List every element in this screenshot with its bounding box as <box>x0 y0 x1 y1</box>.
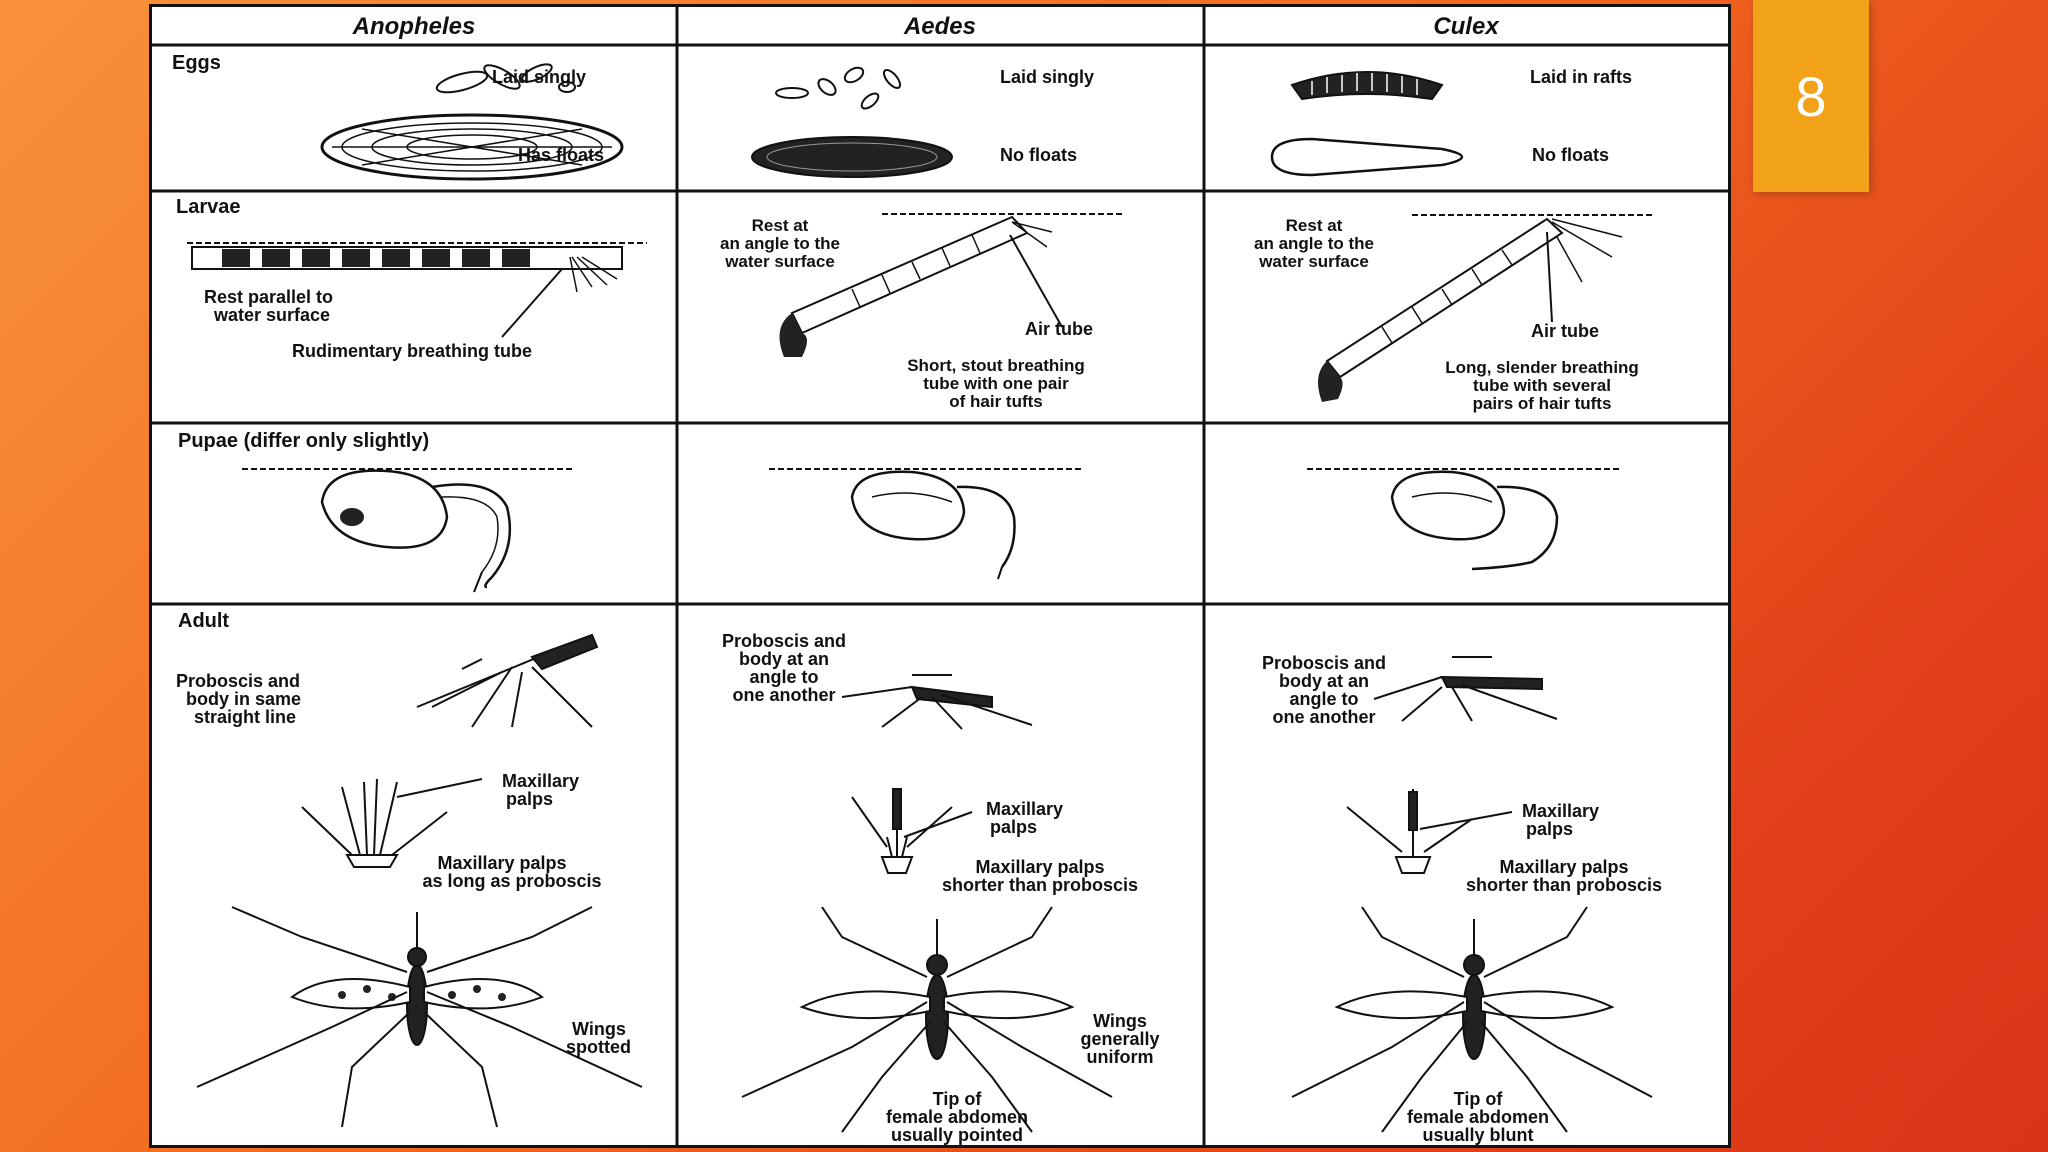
aedes-eggs-floats-label: No floats <box>1000 145 1078 165</box>
culex-posture-line3: angle to <box>1289 689 1359 709</box>
culex-palps-label-line2: palps <box>1526 819 1574 839</box>
anopheles-wings-line1: Wings <box>572 1019 626 1039</box>
aedes-tip-line1: Tip of <box>932 1089 982 1109</box>
anopheles-palps-label-line1: Maxillary <box>502 771 580 791</box>
anopheles-palps-label-line2: palps <box>506 789 554 809</box>
aedes-larvae-tube-line3: of hair tufts <box>949 392 1043 411</box>
aedes-posture-line4: one another <box>732 685 836 705</box>
anopheles-posture-line3: straight line <box>194 707 297 727</box>
anopheles-pupa-illustration <box>242 469 572 592</box>
comparison-diagram <box>152 7 1728 1145</box>
aedes-palps-label-line1: Maxillary <box>986 799 1064 819</box>
culex-palps-label-line1: Maxillary <box>1522 801 1600 821</box>
aedes-larvae-airtube-label: Air tube <box>1025 319 1094 339</box>
aedes-wings-line3: uniform <box>1086 1047 1154 1067</box>
aedes-posture-line2: body at an <box>738 649 830 669</box>
anopheles-posture-line2: body in same <box>186 689 302 709</box>
aedes-pupa-illustration <box>769 469 1082 579</box>
aedes-posture-line3: angle to <box>749 667 819 687</box>
culex-posture-line2: body at an <box>1278 671 1370 691</box>
row-label-pupae: Pupae (differ only slightly) <box>178 430 430 452</box>
culex-palps-note-line1: Maxillary palps <box>1499 857 1629 877</box>
culex-eggs-floats-label: No floats <box>1532 145 1610 165</box>
anopheles-posture-line1: Proboscis and <box>176 671 301 691</box>
culex-eggs-laid-label: Laid in rafts <box>1530 67 1633 87</box>
aedes-larvae-tube-line2: tube with one pair <box>923 374 1069 393</box>
culex-larvae-tube-line2: tube with several <box>1473 376 1611 395</box>
aedes-posture-line1: Proboscis and <box>721 631 847 651</box>
aedes-palps-note-line1: Maxillary palps <box>975 857 1105 877</box>
aedes-larvae-rest-line2: an angle to the <box>720 234 840 253</box>
culex-tip-line1: Tip of <box>1453 1089 1503 1109</box>
culex-palps-note-line2: shorter than proboscis <box>1465 875 1663 895</box>
slide-number-badge <box>1753 0 1869 192</box>
row-label-adult: Adult <box>178 610 230 632</box>
culex-egg-illustration <box>1272 139 1462 175</box>
header-aedes: Aedes <box>903 13 977 40</box>
aedes-palps-label-line2: palps <box>990 817 1038 837</box>
aedes-wings-line1: Wings <box>1093 1011 1147 1031</box>
aedes-adult-mosquito-illustration <box>742 907 1112 1132</box>
slide-number: 8 <box>1795 64 1827 128</box>
row-label-eggs: Eggs <box>172 52 221 74</box>
culex-tip-line3: usually blunt <box>1422 1125 1534 1145</box>
culex-head-palps-illustration <box>1347 789 1512 873</box>
culex-pupa-illustration <box>1307 469 1622 569</box>
culex-larvae-tube-line1: Long, slender breathing <box>1445 358 1639 377</box>
row-label-larvae: Larvae <box>176 196 241 218</box>
anopheles-eggs-laid-label: Laid singly <box>492 67 587 87</box>
aedes-larvae-rest-line1: Rest at <box>751 216 809 235</box>
culex-larvae-rest-line2: an angle to the <box>1254 234 1374 253</box>
header-anopheles: Anopheles <box>352 13 476 40</box>
culex-larvae-rest-line1: Rest at <box>1285 216 1343 235</box>
aedes-larvae-rest-line3: water surface <box>725 252 835 271</box>
culex-posture-line4: one another <box>1272 707 1376 727</box>
aedes-larvae-tube-line1: Short, stout breathing <box>907 356 1085 375</box>
culex-larvae-tube-line3: pairs of hair tufts <box>1472 394 1612 413</box>
culex-tip-line2: female abdomen <box>1406 1107 1550 1127</box>
aedes-wings-line2: generally <box>1080 1029 1160 1049</box>
culex-larvae-rest-line3: water surface <box>1259 252 1369 271</box>
culex-egg-raft-illustration <box>1292 72 1442 99</box>
anopheles-larvae-tube-label: Rudimentary breathing tube <box>292 341 533 361</box>
culex-larvae-airtube-label: Air tube <box>1531 321 1600 341</box>
anopheles-palps-note-line2: as long as proboscis <box>422 871 602 891</box>
anopheles-adult-mosquito-illustration <box>197 907 642 1127</box>
anopheles-eggs-floats-label: Has floats <box>518 145 605 165</box>
aedes-single-eggs-illustration <box>776 65 903 111</box>
mosquito-comparison-table <box>149 4 1731 1148</box>
header-culex: Culex <box>1433 13 1499 40</box>
anopheles-palps-note-line1: Maxillary palps <box>437 853 567 873</box>
aedes-resting-posture-illustration <box>842 675 1032 729</box>
anopheles-resting-posture-illustration <box>417 635 597 727</box>
culex-resting-posture-illustration <box>1374 657 1557 721</box>
aedes-head-palps-illustration <box>852 789 972 873</box>
aedes-tip-line3: usually pointed <box>890 1125 1024 1145</box>
culex-posture-line1: Proboscis and <box>1261 653 1387 673</box>
anopheles-larvae-rest-line2: water surface <box>214 305 331 325</box>
aedes-egg-illustration <box>752 137 952 177</box>
aedes-tip-line2: female abdomen <box>885 1107 1029 1127</box>
aedes-eggs-laid-label: Laid singly <box>1000 67 1095 87</box>
aedes-palps-note-line2: shorter than proboscis <box>941 875 1139 895</box>
anopheles-larvae-rest-line1: Rest parallel to <box>204 287 334 307</box>
anopheles-wings-line2: spotted <box>566 1037 631 1057</box>
